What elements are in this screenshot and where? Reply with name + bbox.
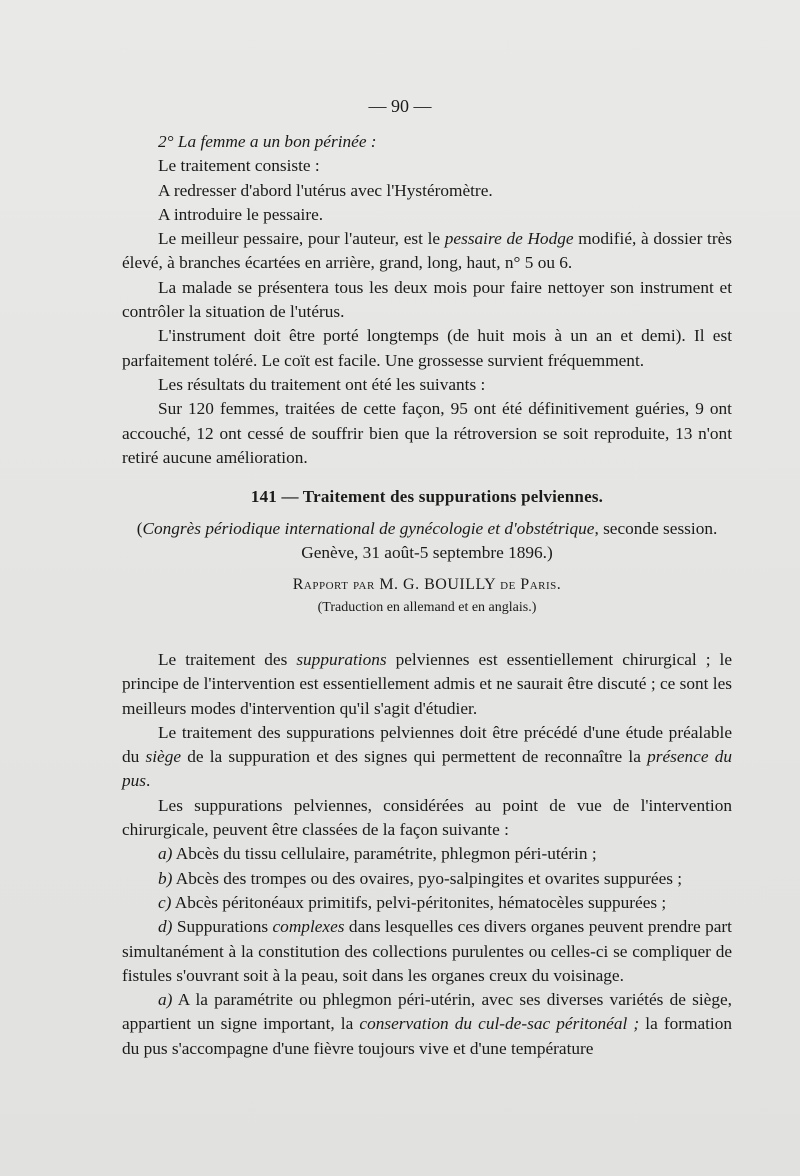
list-item: d) Suppurations complexes dans lesquelles ces divers organes peuvent prendre part simultanément à la constitution des collections purulentes ou celles-ci se compliquer de fistules s'ouvrant soit à la peau, soit dans les organes creux du voisinage. [122,917,732,985]
paragraph: L'instrument doit être porté longtemps (de huit mois à un an et demi). Il est parfaitement toléré. Le coït est facile. Une grossesse survient fréquemment. [122,326,732,370]
list-item: b) Abcès des trompes ou des ovaires, pyo-salpingites et ovarites suppurées ; [158,868,683,888]
upper-text-block [122,130,732,470]
paragraph: La malade se présentera tous les deux mois pour faire nettoyer son instrument et contrôler la situation de l'utérus. [122,277,732,322]
paragraph: Le meilleur pessaire, pour l'auteur, est le pessaire de Hodge modifié, à dossier très élevé, à branches écartées en arrière, grand, long, haut, n° 5 ou 6. [122,229,732,273]
report-author: Rapport par M. G. BOUILLY de Paris. [292,575,562,593]
paragraph: Le traitement des suppurations pelviennes doit être précédé d'une étude préalable du siège de la suppuration et des signes qui permettent de reconnaître la présence du pus. [122,722,733,791]
paragraph: Sur 120 femmes, traitées de cette façon, 95 ont été définitivement guéries, 9 ont accouché, 12 ont cessé de souffrir bien que la rétroversion se soit reproduite, 13 n'ont retiré aucune amélioration. [122,399,732,467]
lower-text-block [122,648,732,1061]
paragraph: Le traitement des suppurations pelviennes est essentiellement chirurgical ; le principe de l'intervention est essentiellement admis et ne saurait être discuté ; ce sont les meilleurs modes d'intervention qu'il s'agit d'étudier. [122,650,732,718]
paragraph: Les suppurations pelviennes, considérées au point de vue de l'intervention chirurgicale, peuvent être classées de la façon suivante : [122,795,732,840]
paragraph: A introduire le pessaire. [158,204,324,224]
page-number: — 90 — [368,96,432,116]
section-title: 141 — Traitement des suppurations pelviennes. [250,487,604,506]
section-header [122,487,732,616]
paragraph: Les résultats du traitement ont été les suivants : [158,374,486,394]
paragraph: A redresser d'abord l'utérus avec l'Hystéromètre. [158,180,493,200]
paragraph: a) A la paramétrite ou phlegmon péri-utérin, avec ses diverses variétés de siège, appartient un signe important, la conservation du cul-de-sac péritonéal ; la formation du pus s'accompagne d'une fièvre toujours vive et d'une température [122,990,732,1058]
paragraph: Le traitement consiste : [158,156,320,176]
list-item: a) Abcès du tissu cellulaire, paramétrite, phlegmon péri-utérin ; [158,844,597,864]
translation-note: (Traduction en allemand et en anglais.) [317,599,537,615]
list-item: c) Abcès péritonéaux primitifs, pelvi-péritonites, hématocèles suppurées ; [158,892,667,912]
congress-citation: (Congrès périodique international de gynécologie et d'obstétrique, seconde session. [136,519,718,538]
congress-dates: Genève, 31 août-5 septembre 1896.) [301,543,553,563]
case-heading: 2° La femme a un bon périnée : [158,132,377,151]
